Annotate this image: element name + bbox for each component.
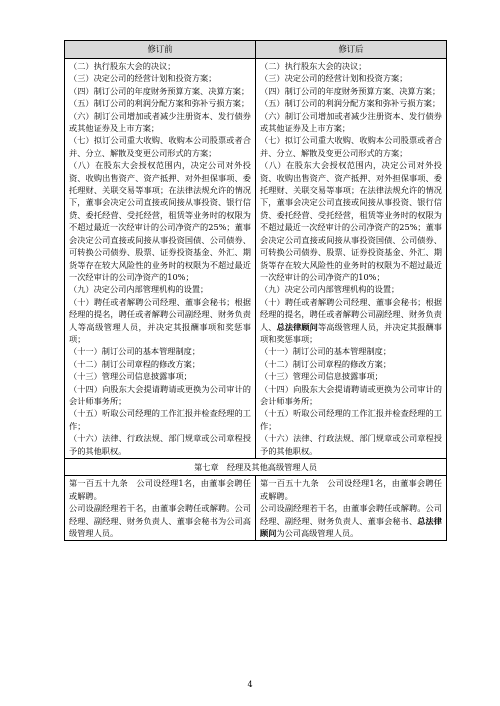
after-cell <box>256 59 447 459</box>
amendment-comparison-table <box>64 40 447 541</box>
clause-line: （六）制订公司增加或者减少注册资本、发行债券或其他证券及上市方案； <box>69 110 251 134</box>
clause-line: （二）执行股东大会的决议； <box>260 61 367 71</box>
clause-line: 公司设副经理若干名，由董事会聘任或解聘。公司经理、副经理、财务负责人、董事会秘书为公司高级管理人员。 <box>69 503 251 539</box>
clause-line: （十二）制订公司章程的修改方案； <box>69 358 201 369</box>
clause-line: （三）决定公司的经营计划和投资方案； <box>69 73 217 84</box>
clause-text: 公司设副经理若干名，由董事会聘任或解聘。公司经理、副经理、财务负责人、董事会秘书、 <box>260 503 442 526</box>
clause-line: （十一）制订公司的基本管理制度； <box>260 346 392 357</box>
clause-line: （十四）向股东大会提请聘请或更换为公司审计的会计师事务所； <box>260 383 442 406</box>
clause-text: 等高级管理人员，并决定其报酬事项和奖惩事项； <box>260 321 442 344</box>
clause-line <box>260 502 442 539</box>
clause-line: （四）制订公司的年度财务预算方案、决算方案； <box>69 85 250 96</box>
clause-line: （九）决定公司内部管理机构的设置； <box>69 284 209 295</box>
chapter-row <box>65 459 447 476</box>
added-text-bold: 总法律顾问 <box>276 321 318 332</box>
article-after-cell <box>256 476 447 541</box>
clause-line: （八）在股东大会授权范围内，决定公司对外投资、收购出售资产、资产抵押、对外担保事项、委托理财、关联交易等事项；在法律法规允许的情况下，董事会决定公司直接或间接从事投资、银行信贷、委托经营、受托经营，租赁等业务时的权限为不超过最近一次经审计的公司净资产的25%；董事会决定公司直接或间接从事投资国债、公司债券、可转换公司债券、股票、证券投资基金、外汇、期货等存在较大风险性的业务时的权限为不超过最近一次经审计的公司净资产的10%； <box>260 160 442 282</box>
clause-text: 为公司高级管理人员。 <box>276 528 359 539</box>
clause-line: （八）在股东大会授权范围内，决定公司对外投资、收购出售资产、资产抵押、对外担保事项、委托理财、关联交易等事项；在法律法规允许的情况下，董事会决定公司直接或间接从事投资、银行信贷、委托经营、受托经营，租赁等业务时的权限为不超过最近一次经审计的公司净资产的25%；董事会决定公司直接或间接从事投资国债、公司债券、可转换公司债券、股票、证券投资基金、外汇、期货等存在较大风险性的业务时的权限为不超过最近一次经审计的公司净资产的10%； <box>69 160 251 282</box>
clause-line: （四）制订公司的年度财务预算方案、决算方案； <box>260 85 441 96</box>
header-before: 修订前 <box>65 41 256 59</box>
clause-line: （十二）制订公司章程的修改方案； <box>260 358 392 369</box>
clause-line: （五）制订公司的利润分配方案和弥补亏损方案； <box>260 98 441 109</box>
chapter-title: 第七章 经理及其他高级管理人员 <box>65 459 447 476</box>
table-header-row <box>65 41 447 59</box>
clause-text: （十）聘任或者解聘公司经理、董事会秘书；根据经理的提名，聘任或者解聘公司副经理、财务负责人、 <box>260 296 442 332</box>
clause-line: （十四）向股东大会提请聘请或更换为公司审计的会计师事务所； <box>69 383 251 406</box>
board-powers-row <box>65 59 447 459</box>
clause-line: （九）决定公司内部管理机构的设置； <box>260 284 400 295</box>
clause-line: （七）拟订公司重大收购、收购本公司股票或者合并、分立、解散及变更公司形式的方案； <box>260 135 442 158</box>
clause-line: （十三）管理公司信息披露事项； <box>69 371 192 382</box>
clause-line: （十三）管理公司信息披露事项； <box>260 371 383 382</box>
clause-line: 第一百五十九条 公司设经理1名，由董事会聘任或解聘。 <box>69 478 251 501</box>
page-number: 4 <box>247 680 253 689</box>
clause-line: （十六）法律、行政法规、部门规章或公司章程授予的其他职权。 <box>260 433 442 456</box>
article-row <box>65 476 447 541</box>
clause-line: （十）聘任或者解聘公司经理、董事会秘书；根据经理的提名，聘任或者解聘公司副经理、财务负责人等高级管理人员，并决定其报酬事项和奖惩事项； <box>69 296 251 344</box>
clause-line: （十五）听取公司经理的工作汇报并检查经理的工作； <box>69 408 251 431</box>
article-before-cell <box>65 476 256 541</box>
clause-line <box>260 296 442 346</box>
clause-line: （十五）听取公司经理的工作汇报并检查经理的工作； <box>260 408 442 431</box>
header-after: 修订后 <box>256 41 447 59</box>
clause-line: （二）执行股东大会的决议； <box>69 61 176 71</box>
clause-line: （七）拟订公司重大收购、收购本公司股票或者合并、分立、解散及变更公司形式的方案； <box>69 135 251 158</box>
clause-line: 第一百五十九条 公司设经理1名，由董事会聘任或解聘。 <box>260 478 442 501</box>
clause-line: （三）决定公司的经营计划和投资方案； <box>260 73 408 84</box>
clause-line: （六）制订公司增加或者减少注册资本、发行债券或其他证券及上市方案； <box>260 110 442 134</box>
clause-line: （十六）法律、行政法规、部门规章或公司章程授予的其他职权。 <box>69 433 251 456</box>
clause-line: （五）制订公司的利润分配方案和弥补亏损方案； <box>69 98 250 109</box>
before-cell <box>65 59 256 459</box>
added-text-bold: 总法律顾问 <box>260 515 442 539</box>
clause-line: （十一）制订公司的基本管理制度； <box>69 346 201 357</box>
